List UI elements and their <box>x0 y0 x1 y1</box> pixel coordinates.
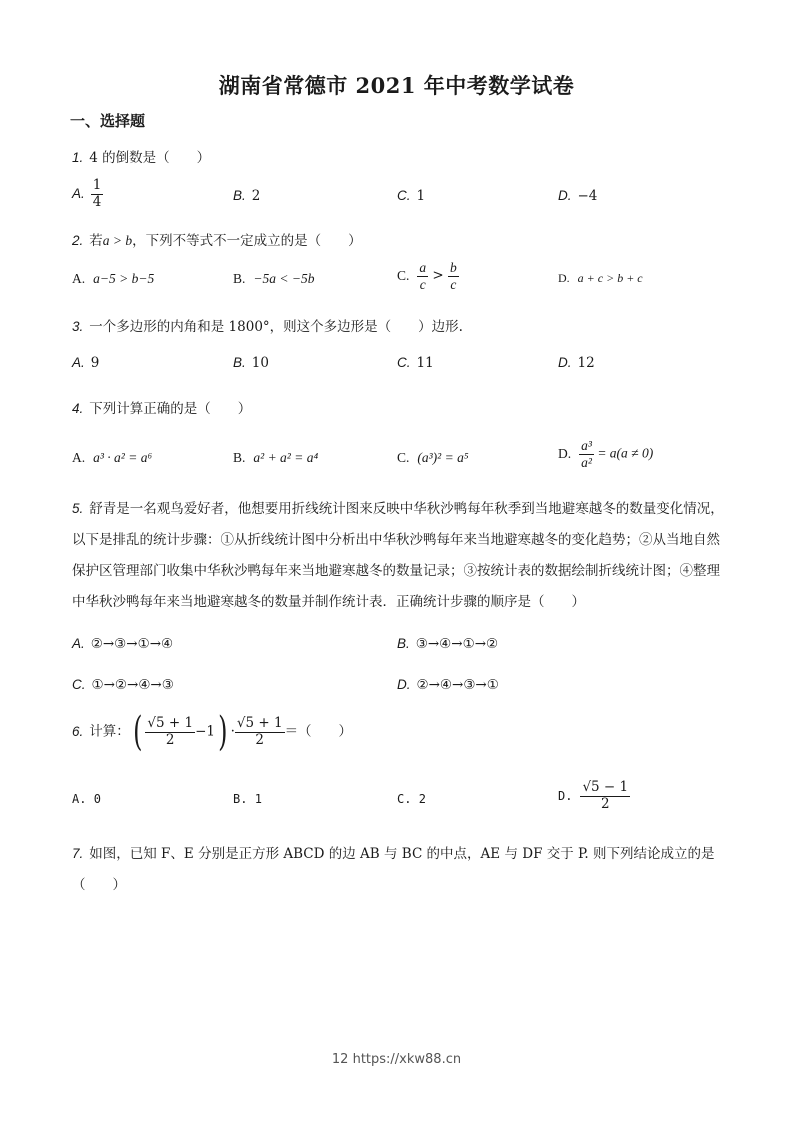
q5-option-b: B. ③→④→①→② <box>397 636 499 652</box>
section-heading: 一、选择题 <box>70 112 146 130</box>
q1-option-d: D. −4 <box>558 188 598 204</box>
q4-option-d: D. $\frac{\text{a³}}{\text{a²}}$ = a(a ≠ 0) <box>558 438 654 470</box>
q4-option-a: A. a³ · a² = a⁶ <box>72 450 153 465</box>
q5-option-a: A. ②→③→①→④ <box>72 636 174 652</box>
q3-option-b: B. 10 <box>233 355 269 371</box>
page-title: 湖南省常德市 2021 年中考数学试卷 <box>218 73 575 98</box>
q6-option-d: D. $\frac{√5 - 1}{2}$ <box>558 779 629 812</box>
q4-option-b: B. a² + a² = a⁴ <box>233 450 319 465</box>
q2-option-d: D. a + c > b + c <box>558 271 643 285</box>
q4-option-c: C. (a³)² = a⁵ <box>397 450 469 465</box>
q1-option-c: C. 1 <box>397 188 426 204</box>
q6-option-c: C. 2 <box>397 792 426 806</box>
question-4: 4. 下列计算正确的是（ ） <box>72 401 252 417</box>
question-6: 6. 计算：( $\frac{√5 + 1}{2}$ −1) · $\frac{√5 + 1}{2}$ ＝（ ） <box>72 709 353 755</box>
q3-option-a: A. 9 <box>72 355 100 371</box>
question-1 <box>72 146 210 166</box>
q5-option-c: C. ①→②→④→③ <box>72 677 174 693</box>
q1-option-b: B. 2 <box>233 188 261 204</box>
q2-option-b: B. −5a < −5b <box>233 271 315 286</box>
q1-option-a: A. $\frac{1}{4}$ <box>72 177 102 210</box>
q5-option-d: D. ②→④→③→① <box>397 677 499 693</box>
q3-option-d: D. 12 <box>558 355 595 371</box>
question-2: 2. 若a > b，下列不等式不一定成立的是（ ） <box>72 233 362 249</box>
question-stem: 4 的倒数是（ ） <box>89 150 211 166</box>
q6-option-b: B. 1 <box>233 792 262 806</box>
question-7: 7. 如图，已知 F、E 分别是正方形 ABCD 的边 AB 与 BC 的中点，AE 与 DF 交于 P. 则下列结论成立的是（ ） <box>72 846 715 893</box>
page-footer: 12 https://xkw88.cn <box>331 1052 462 1067</box>
q2-option-a: A. a−5 > b−5 <box>72 271 155 286</box>
q6-option-a: A. 0 <box>72 792 101 806</box>
question-5: 5. 舒青是一名观鸟爱好者，他想要用折线统计图来反映中华秋沙鸭每年秋季到当地避寒越冬的数量变化情况，以下是排乱的统计步骤：①从折线统计图中分析出中华秋沙鸭每年来当地避寒越冬的变化趋势；②从当地自然保护区管理部门收集中华秋沙鸭每年来当地避寒越冬的数量记录；③按统计表的数据绘制折线统计图；④整理中华秋沙鸭每年来当地避寒越冬的数量并制作统计表．正确统计步骤的顺序是（ ） <box>72 501 724 610</box>
question-number: 1. <box>72 150 84 165</box>
q3-option-c: C. 11 <box>397 355 434 371</box>
question-3: 3. 一个多边形的内角和是 1800°，则这个多边形是（ ）边形. <box>72 319 463 335</box>
q2-option-c: C. $\frac{a}{c}$ > $\frac{b}{c}$ <box>397 260 457 292</box>
